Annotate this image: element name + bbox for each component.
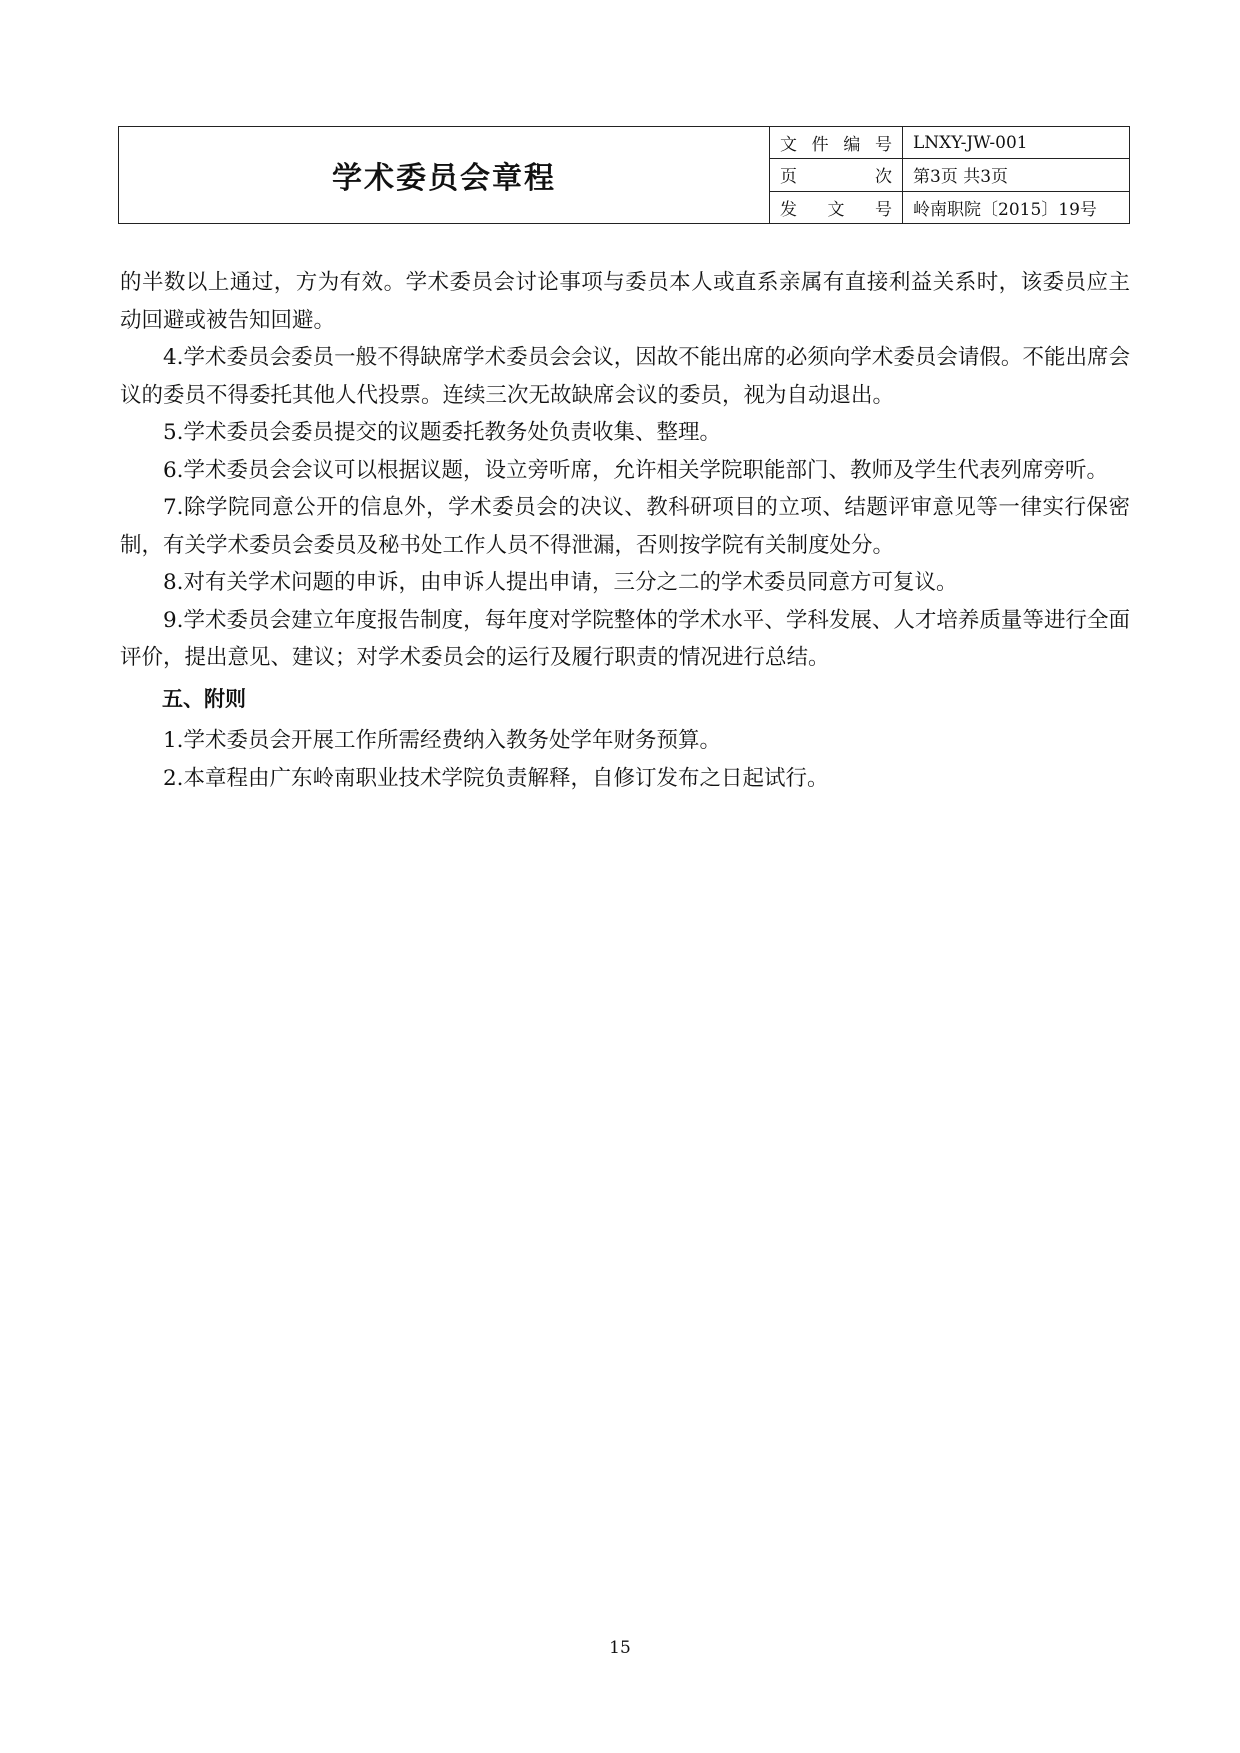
clause-item: 6.学术委员会会议可以根据议题，设立旁听席，允许相关学院职能部门、教师及学生代表列席旁听。 bbox=[163, 457, 1109, 483]
clause-item: 8.对有关学术问题的申诉，由申诉人提出申请，三分之二的学术委员同意方可复议。 bbox=[163, 570, 958, 595]
clause-item: 5.学术委员会委员提交的议题委托教务处负责收集、整理。 bbox=[163, 420, 722, 445]
doc-number-value: LNXY-JW-001 bbox=[903, 127, 1130, 159]
section-item: 2.本章程由广东岭南职业技术学院负责解释，自修订发布之日起试行。 bbox=[163, 765, 829, 791]
page-info-value: 第3页 共3页 bbox=[903, 159, 1130, 191]
section-heading: 五、附则 bbox=[162, 686, 246, 711]
doc-number-label: 文件编号 bbox=[770, 127, 903, 159]
clause-item: 4.学术委员会委员一般不得缺席学术委员会会议，因故不能出席的必须向学术委员会请假。不能出席会议的委员不得委托其他人代投票。连续三次无故缺席会议的委员，视为自动退出。 bbox=[120, 345, 1130, 408]
document-title: 学术委员会章程 bbox=[119, 127, 770, 224]
section-item: 1.学术委员会开展工作所需经费纳入教务处学年财务预算。 bbox=[163, 728, 722, 753]
clause-item: 7.除学院同意公开的信息外，学术委员会的决议、教科研项目的立项、结题评审意见等一律实行保密制，有关学术委员会委员及秘书处工作人员不得泄漏，否则按学院有关制度处分。 bbox=[120, 495, 1130, 558]
page-number: 15 bbox=[609, 1638, 631, 1658]
issue-number-value: 岭南职院〔2015〕19号 bbox=[903, 191, 1130, 223]
page-info-label: 页次 bbox=[770, 159, 903, 191]
continuation-paragraph: 的半数以上通过，方为有效。学术委员会讨论事项与委员本人或直系亲属有直接利益关系时，该委员应主动回避或被告知回避。 bbox=[120, 270, 1130, 333]
clause-item: 9.学术委员会建立年度报告制度，每年度对学院整体的学术水平、学科发展、人才培养质量等进行全面评价，提出意见、建议；对学术委员会的运行及履行职责的情况进行总结。 bbox=[120, 607, 1130, 670]
issue-number-label: 发文号 bbox=[770, 191, 903, 223]
document-header-table bbox=[118, 126, 1130, 224]
document-body bbox=[120, 264, 1130, 797]
